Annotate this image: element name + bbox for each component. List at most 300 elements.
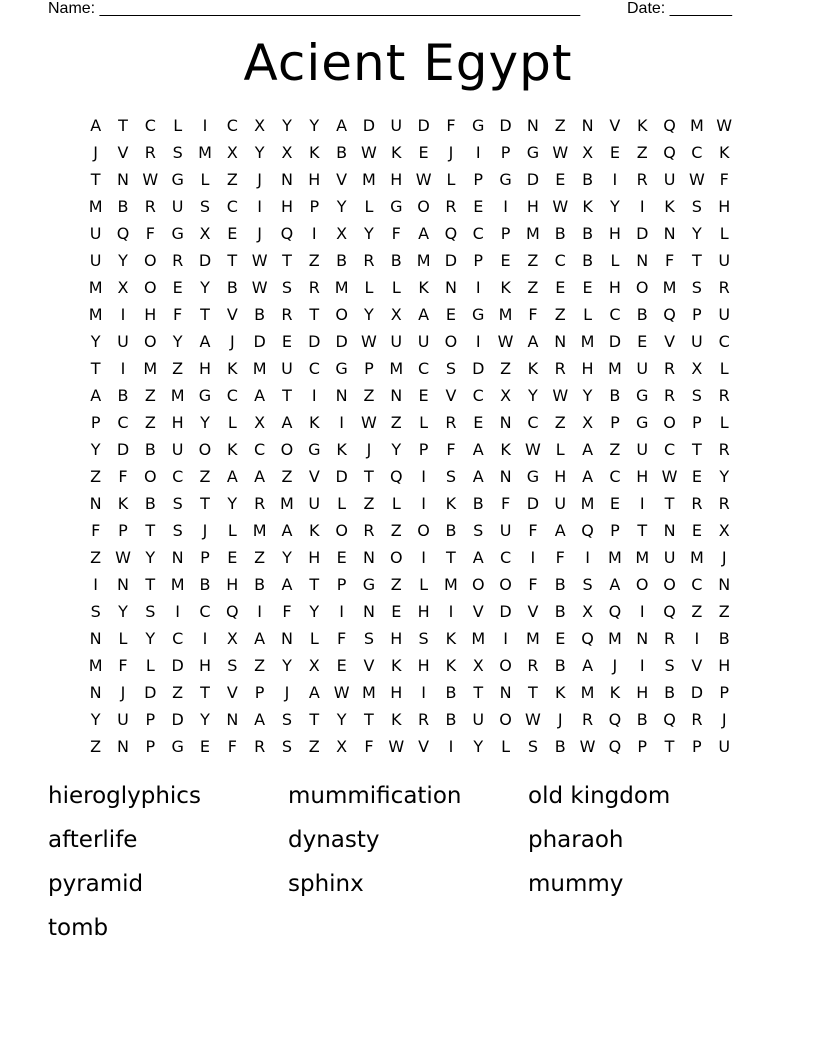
grid-letter[interactable]: I	[639, 494, 645, 513]
grid-letter[interactable]: Z	[144, 413, 156, 432]
grid-letter[interactable]: P	[610, 521, 620, 540]
grid-letter[interactable]: K	[227, 359, 238, 378]
grid-letter[interactable]: Z	[609, 440, 621, 459]
grid-letter[interactable]: Q	[226, 602, 239, 621]
grid-letter[interactable]: X	[691, 359, 703, 378]
grid-letter[interactable]: Y	[282, 656, 292, 675]
grid-letter[interactable]: J	[284, 683, 290, 702]
grid-letter[interactable]: K	[500, 278, 511, 297]
grid-letter[interactable]: D	[499, 116, 512, 135]
grid-letter[interactable]: A	[199, 332, 211, 351]
grid-letter[interactable]: R	[663, 629, 676, 648]
grid-letter[interactable]: A	[609, 575, 621, 594]
grid-letter[interactable]: H	[554, 467, 567, 486]
grid-letter[interactable]: X	[254, 116, 266, 135]
grid-letter[interactable]: H	[226, 575, 239, 594]
grid-letter[interactable]: H	[280, 197, 293, 216]
grid-letter[interactable]: M	[252, 521, 267, 540]
grid-letter[interactable]: C	[144, 116, 156, 135]
grid-letter[interactable]: T	[200, 683, 210, 702]
grid-letter[interactable]: H	[198, 359, 211, 378]
grid-letter[interactable]: G	[335, 359, 348, 378]
grid-letter[interactable]: R	[144, 143, 156, 162]
grid-letter[interactable]: Z	[90, 737, 102, 756]
grid-letter[interactable]: I	[475, 332, 481, 351]
grid-letter[interactable]: L	[501, 737, 511, 756]
grid-letter[interactable]: Q	[663, 710, 676, 729]
grid-letter[interactable]: S	[473, 521, 484, 540]
grid-letter[interactable]: Y	[172, 332, 183, 351]
grid-letter[interactable]: H	[636, 467, 649, 486]
grid-letter[interactable]: F	[364, 737, 374, 756]
grid-letter[interactable]: D	[444, 251, 458, 270]
grid-letter[interactable]: V	[527, 602, 539, 621]
grid-letter[interactable]: M	[280, 494, 294, 513]
grid-letter[interactable]: W	[497, 332, 514, 351]
grid-letter[interactable]: J	[229, 332, 235, 351]
grid-letter[interactable]: B	[636, 710, 648, 729]
grid-letter[interactable]: R	[691, 710, 703, 729]
grid-letter[interactable]: P	[200, 548, 210, 567]
grid-letter[interactable]: D	[253, 332, 266, 351]
grid-letter[interactable]: R	[718, 440, 730, 459]
grid-letter[interactable]: K	[718, 143, 730, 162]
grid-letter[interactable]: H	[390, 170, 403, 189]
grid-letter[interactable]: X	[254, 413, 266, 432]
grid-letter[interactable]: V	[609, 116, 621, 135]
grid-letter[interactable]: Z	[691, 602, 703, 621]
grid-letter[interactable]: U	[281, 359, 293, 378]
grid-letter[interactable]: Z	[500, 359, 512, 378]
grid-letter[interactable]: X	[117, 278, 129, 297]
grid-letter[interactable]: B	[554, 602, 566, 621]
grid-letter[interactable]: V	[226, 683, 238, 702]
grid-letter[interactable]: R	[718, 494, 730, 513]
grid-letter[interactable]: Q	[389, 467, 403, 486]
grid-letter[interactable]: M	[362, 683, 376, 702]
grid-letter[interactable]: Z	[144, 386, 156, 405]
grid-letter[interactable]: W	[552, 197, 569, 216]
grid-letter[interactable]: Y	[336, 710, 347, 729]
grid-letter[interactable]: K	[609, 683, 621, 702]
grid-letter[interactable]: F	[118, 467, 128, 486]
grid-letter[interactable]: M	[334, 278, 349, 297]
grid-letter[interactable]: D	[116, 440, 130, 459]
grid-letter[interactable]: T	[309, 710, 320, 729]
grid-letter[interactable]: E	[555, 170, 566, 189]
grid-letter[interactable]: M	[416, 251, 431, 270]
grid-letter[interactable]: N	[89, 494, 102, 513]
grid-letter[interactable]: I	[503, 197, 508, 216]
grid-letter[interactable]: A	[254, 710, 266, 729]
grid-letter[interactable]: N	[117, 170, 129, 189]
grid-letter[interactable]: Z	[390, 413, 402, 432]
grid-letter[interactable]: J	[257, 170, 262, 189]
grid-letter[interactable]: Y	[473, 737, 484, 756]
grid-letter[interactable]: W	[388, 737, 405, 756]
grid-letter[interactable]: B	[254, 575, 266, 594]
grid-letter[interactable]: Y	[90, 440, 101, 459]
grid-letter[interactable]: P	[418, 440, 429, 459]
grid-letter[interactable]: K	[582, 197, 593, 216]
grid-letter[interactable]: T	[691, 440, 702, 459]
grid-letter[interactable]: Y	[309, 116, 320, 135]
grid-letter[interactable]: N	[280, 629, 293, 648]
grid-letter[interactable]: K	[554, 683, 566, 702]
grid-letter[interactable]: M	[88, 278, 103, 297]
grid-letter[interactable]: W	[333, 683, 350, 702]
grid-letter[interactable]: A	[336, 116, 348, 135]
grid-letter[interactable]: L	[173, 116, 183, 135]
grid-letter[interactable]: F	[528, 305, 538, 324]
grid-letter[interactable]: J	[120, 683, 126, 702]
grid-letter[interactable]: E	[227, 548, 238, 567]
grid-letter[interactable]: Y	[582, 386, 593, 405]
grid-letter[interactable]: L	[555, 440, 565, 459]
grid-letter[interactable]: W	[688, 170, 705, 189]
grid-letter[interactable]: I	[421, 683, 426, 702]
grid-letter[interactable]: J	[721, 710, 727, 729]
grid-letter[interactable]: S	[418, 629, 429, 648]
grid-letter[interactable]: T	[200, 494, 210, 513]
grid-letter[interactable]: H	[390, 683, 403, 702]
grid-letter[interactable]: O	[280, 440, 294, 459]
grid-letter[interactable]: E	[445, 305, 456, 324]
grid-letter[interactable]: I	[421, 467, 426, 486]
grid-letter[interactable]: X	[336, 224, 348, 243]
grid-letter[interactable]: M	[389, 359, 404, 378]
grid-letter[interactable]: P	[145, 710, 156, 729]
grid-letter[interactable]: R	[172, 251, 184, 270]
grid-letter[interactable]: D	[144, 683, 157, 702]
grid-letter[interactable]: Y	[254, 143, 265, 162]
grid-letter[interactable]: N	[554, 332, 567, 351]
grid-letter[interactable]: I	[612, 170, 618, 189]
grid-letter[interactable]: F	[719, 170, 729, 189]
grid-letter[interactable]: A	[254, 629, 266, 648]
grid-letter[interactable]: M	[88, 656, 103, 675]
grid-letter[interactable]: M	[252, 359, 267, 378]
grid-letter[interactable]: G	[636, 413, 649, 432]
grid-letter[interactable]: A	[254, 467, 266, 486]
grid-letter[interactable]: P	[145, 737, 156, 756]
grid-letter[interactable]: C	[172, 467, 184, 486]
grid-letter[interactable]: U	[663, 170, 676, 189]
grid-letter[interactable]: O	[499, 575, 512, 594]
grid-letter[interactable]: D	[526, 494, 540, 513]
grid-letter[interactable]: O	[471, 575, 485, 594]
grid-letter[interactable]: S	[172, 494, 183, 513]
grid-letter[interactable]: R	[363, 251, 375, 270]
grid-letter[interactable]: C	[663, 440, 676, 459]
grid-letter[interactable]: H	[390, 629, 403, 648]
grid-letter[interactable]: O	[417, 521, 430, 540]
grid-letter[interactable]: L	[227, 413, 237, 432]
grid-letter[interactable]: U	[718, 305, 731, 324]
grid-letter[interactable]: N	[335, 386, 348, 405]
grid-letter[interactable]: N	[636, 629, 649, 648]
grid-letter[interactable]: G	[362, 575, 376, 594]
grid-letter[interactable]: X	[226, 629, 238, 648]
grid-letter[interactable]: F	[145, 224, 155, 243]
grid-letter[interactable]: J	[366, 440, 372, 459]
grid-letter[interactable]: F	[91, 521, 101, 540]
grid-letter[interactable]: E	[199, 737, 211, 756]
grid-letter[interactable]: S	[281, 278, 293, 297]
grid-letter[interactable]: Z	[90, 467, 102, 486]
grid-letter[interactable]: W	[552, 386, 569, 405]
grid-letter[interactable]: D	[472, 359, 485, 378]
grid-letter[interactable]: U	[171, 440, 184, 459]
grid-letter[interactable]: S	[363, 629, 375, 648]
grid-letter[interactable]: Q	[608, 737, 622, 756]
grid-letter[interactable]: T	[118, 116, 128, 135]
grid-letter[interactable]: M	[635, 548, 650, 567]
grid-letter[interactable]: I	[339, 413, 344, 432]
grid-letter[interactable]: X	[472, 656, 484, 675]
grid-letter[interactable]: H	[636, 683, 649, 702]
grid-letter[interactable]: S	[145, 602, 156, 621]
grid-letter[interactable]: X	[582, 143, 594, 162]
grid-letter[interactable]: H	[417, 656, 430, 675]
grid-letter[interactable]: E	[609, 143, 620, 162]
name-field[interactable]: Name: ______________________________________________________	[48, 0, 581, 17]
grid-letter[interactable]: C	[554, 251, 566, 270]
grid-letter[interactable]: H	[417, 602, 430, 621]
grid-letter[interactable]: P	[309, 197, 320, 216]
grid-letter[interactable]: T	[90, 170, 101, 189]
grid-letter[interactable]: C	[226, 197, 238, 216]
grid-letter[interactable]: Z	[199, 467, 211, 486]
grid-letter[interactable]: G	[171, 737, 184, 756]
grid-letter[interactable]: M	[580, 683, 595, 702]
grid-letter[interactable]: Y	[336, 197, 347, 216]
grid-letter[interactable]: A	[527, 332, 539, 351]
grid-letter[interactable]: W	[525, 710, 541, 729]
grid-letter[interactable]: O	[144, 251, 157, 270]
grid-letter[interactable]: L	[719, 413, 729, 432]
grid-letter[interactable]: L	[337, 494, 347, 513]
grid-letter[interactable]: F	[500, 494, 511, 513]
grid-letter[interactable]: T	[528, 683, 538, 702]
grid-letter[interactable]: B	[554, 575, 566, 594]
grid-letter[interactable]: E	[691, 521, 702, 540]
grid-letter[interactable]: I	[639, 602, 645, 621]
grid-letter[interactable]: N	[636, 251, 649, 270]
grid-letter[interactable]: G	[472, 116, 485, 135]
grid-letter[interactable]: M	[88, 305, 103, 324]
grid-letter[interactable]: O	[144, 332, 157, 351]
grid-letter[interactable]: U	[117, 332, 129, 351]
grid-letter[interactable]: O	[635, 278, 649, 297]
grid-letter[interactable]: P	[336, 575, 347, 594]
grid-letter[interactable]: L	[391, 278, 401, 297]
grid-letter[interactable]: O	[499, 710, 512, 729]
grid-letter[interactable]: S	[691, 386, 702, 405]
grid-letter[interactable]: O	[663, 575, 676, 594]
grid-letter[interactable]: P	[500, 224, 511, 243]
grid-letter[interactable]: P	[610, 413, 620, 432]
grid-letter[interactable]: X	[582, 413, 594, 432]
grid-letter[interactable]: K	[336, 440, 347, 459]
grid-letter[interactable]: N	[444, 278, 457, 297]
grid-letter[interactable]: U	[499, 521, 512, 540]
grid-letter[interactable]: J	[557, 710, 563, 729]
grid-letter[interactable]: R	[308, 278, 320, 297]
grid-letter[interactable]: U	[718, 251, 731, 270]
grid-letter[interactable]: I	[421, 494, 426, 513]
grid-letter[interactable]: E	[637, 332, 648, 351]
grid-letter[interactable]: V	[664, 332, 676, 351]
grid-letter[interactable]: X	[281, 143, 293, 162]
grid-letter[interactable]: V	[308, 467, 320, 486]
grid-letter[interactable]: H	[308, 170, 321, 189]
grid-letter[interactable]: P	[692, 737, 702, 756]
grid-letter[interactable]: A	[226, 467, 238, 486]
grid-letter[interactable]: X	[226, 143, 238, 162]
grid-letter[interactable]: C	[718, 332, 730, 351]
grid-letter[interactable]: R	[418, 710, 430, 729]
grid-letter[interactable]: A	[582, 656, 594, 675]
grid-letter[interactable]: F	[173, 305, 183, 324]
grid-letter[interactable]: G	[390, 197, 403, 216]
grid-letter[interactable]: J	[721, 548, 727, 567]
grid-letter[interactable]: N	[526, 116, 539, 135]
grid-letter[interactable]: R	[718, 386, 730, 405]
grid-letter[interactable]: L	[309, 629, 319, 648]
grid-letter[interactable]: M	[607, 629, 622, 648]
grid-letter[interactable]: B	[199, 575, 211, 594]
grid-letter[interactable]: Z	[254, 548, 266, 567]
grid-letter[interactable]: T	[473, 683, 484, 702]
grid-letter[interactable]: W	[525, 440, 541, 459]
grid-letter[interactable]: C	[609, 467, 621, 486]
grid-letter[interactable]: D	[308, 332, 321, 351]
grid-letter[interactable]: Y	[118, 251, 128, 270]
grid-letter[interactable]: Z	[554, 116, 566, 135]
grid-letter[interactable]: B	[226, 278, 238, 297]
grid-letter[interactable]: S	[445, 467, 456, 486]
grid-letter[interactable]: P	[719, 683, 730, 702]
grid-letter[interactable]: Y	[282, 116, 292, 135]
grid-letter[interactable]: Z	[90, 548, 102, 567]
grid-letter[interactable]: F	[227, 737, 237, 756]
grid-letter[interactable]: T	[309, 305, 320, 324]
grid-letter[interactable]: Y	[227, 494, 238, 513]
grid-letter[interactable]: N	[499, 467, 512, 486]
grid-letter[interactable]: A	[90, 116, 102, 135]
grid-letter[interactable]: N	[89, 683, 102, 702]
grid-letter[interactable]: Q	[663, 602, 676, 621]
grid-letter[interactable]: Z	[226, 170, 238, 189]
grid-letter[interactable]: Q	[608, 710, 622, 729]
grid-letter[interactable]: L	[419, 413, 429, 432]
grid-letter[interactable]: V	[363, 656, 375, 675]
grid-letter[interactable]: T	[309, 575, 320, 594]
grid-letter[interactable]: U	[117, 710, 129, 729]
grid-letter[interactable]: R	[445, 413, 457, 432]
grid-letter[interactable]: D	[499, 602, 512, 621]
grid-letter[interactable]: R	[718, 278, 730, 297]
grid-letter[interactable]: V	[418, 737, 430, 756]
grid-letter[interactable]: E	[500, 251, 511, 270]
grid-letter[interactable]: C	[254, 440, 266, 459]
grid-letter[interactable]: C	[117, 413, 129, 432]
grid-letter[interactable]: Q	[581, 521, 594, 540]
grid-letter[interactable]: T	[227, 251, 238, 270]
grid-letter[interactable]: U	[89, 251, 102, 270]
grid-letter[interactable]: G	[171, 224, 184, 243]
grid-letter[interactable]: Z	[527, 278, 539, 297]
grid-letter[interactable]: K	[227, 440, 238, 459]
grid-letter[interactable]: O	[663, 413, 676, 432]
grid-letter[interactable]: A	[472, 548, 484, 567]
grid-letter[interactable]: X	[308, 656, 320, 675]
grid-letter[interactable]: Y	[118, 602, 128, 621]
grid-letter[interactable]: X	[199, 224, 211, 243]
grid-letter[interactable]: N	[117, 575, 129, 594]
grid-letter[interactable]: Z	[308, 251, 320, 270]
grid-letter[interactable]: Z	[281, 467, 293, 486]
grid-letter[interactable]: L	[364, 278, 374, 297]
grid-letter[interactable]: B	[664, 683, 676, 702]
grid-letter[interactable]: B	[445, 683, 457, 702]
grid-letter[interactable]: W	[415, 170, 432, 189]
grid-letter[interactable]: F	[446, 440, 456, 459]
grid-letter[interactable]: Y	[610, 197, 620, 216]
grid-letter[interactable]: P	[90, 413, 101, 432]
grid-letter[interactable]: P	[692, 305, 702, 324]
grid-letter[interactable]: E	[418, 143, 429, 162]
grid-letter[interactable]: C	[691, 575, 703, 594]
grid-letter[interactable]: I	[120, 359, 126, 378]
grid-letter[interactable]: F	[337, 629, 347, 648]
grid-letter[interactable]: V	[691, 656, 703, 675]
grid-letter[interactable]: M	[607, 548, 622, 567]
grid-letter[interactable]: T	[446, 548, 456, 567]
grid-letter[interactable]: K	[664, 197, 675, 216]
grid-letter[interactable]: B	[554, 737, 566, 756]
grid-letter[interactable]: I	[175, 602, 180, 621]
grid-letter[interactable]: L	[419, 575, 429, 594]
grid-letter[interactable]: K	[445, 656, 457, 675]
grid-letter[interactable]: P	[692, 413, 702, 432]
grid-letter[interactable]: R	[144, 197, 156, 216]
grid-letter[interactable]: S	[172, 521, 183, 540]
grid-letter[interactable]: M	[444, 575, 458, 594]
grid-letter[interactable]: I	[694, 629, 700, 648]
grid-letter[interactable]: J	[257, 224, 262, 243]
grid-letter[interactable]: I	[93, 575, 99, 594]
grid-letter[interactable]: Y	[364, 305, 374, 324]
grid-letter[interactable]: F	[391, 224, 401, 243]
grid-letter[interactable]: Z	[554, 413, 566, 432]
grid-letter[interactable]: R	[554, 359, 566, 378]
grid-letter[interactable]: O	[444, 332, 458, 351]
grid-letter[interactable]: G	[636, 386, 649, 405]
grid-letter[interactable]: A	[90, 386, 102, 405]
grid-letter[interactable]: G	[472, 305, 485, 324]
grid-letter[interactable]: I	[311, 386, 317, 405]
grid-letter[interactable]: W	[361, 143, 377, 162]
grid-letter[interactable]: Y	[145, 548, 156, 567]
grid-letter[interactable]: J	[202, 521, 208, 540]
grid-letter[interactable]: D	[362, 116, 376, 135]
grid-letter[interactable]: Y	[309, 602, 320, 621]
grid-letter[interactable]: W	[115, 548, 131, 567]
grid-letter[interactable]: K	[309, 143, 320, 162]
grid-letter[interactable]: U	[472, 710, 485, 729]
